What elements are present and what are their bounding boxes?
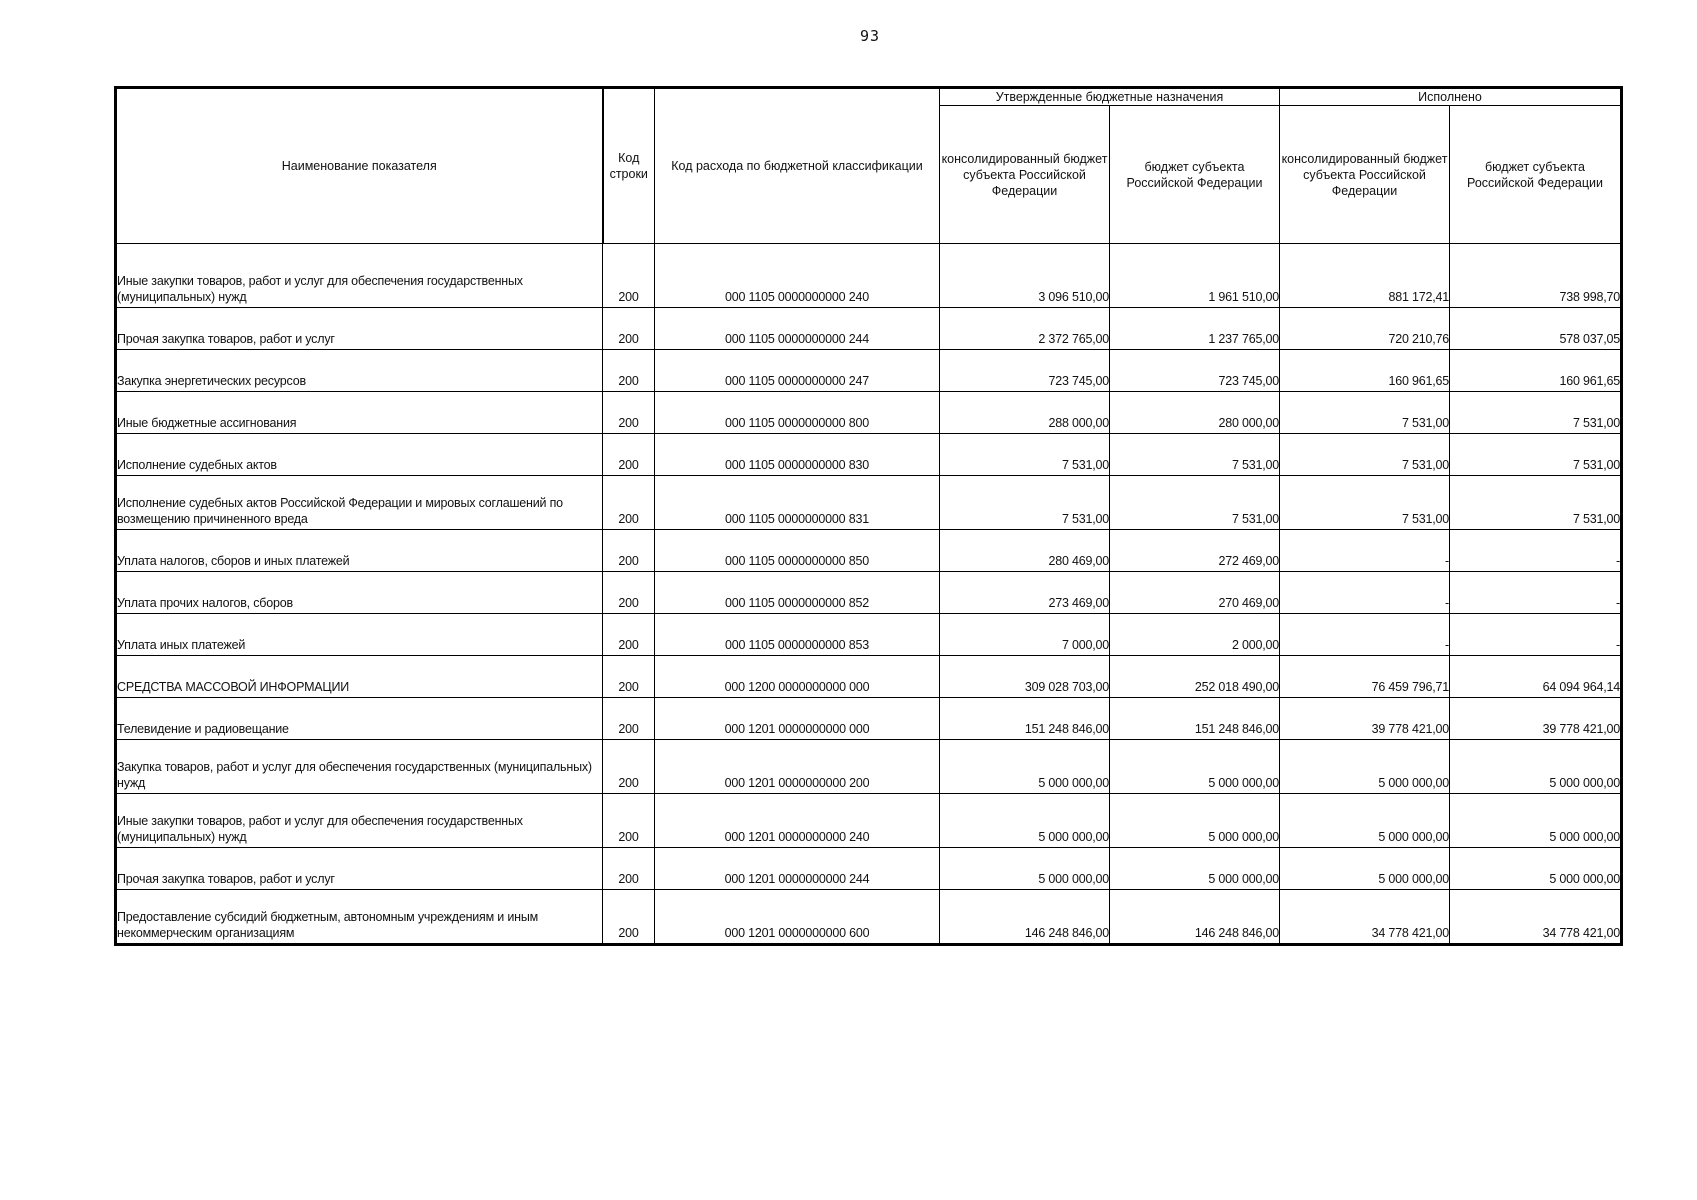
- row-name: Уплата налогов, сборов и иных платежей: [116, 530, 603, 572]
- row-line-code: 200: [603, 698, 655, 740]
- row-approved-consolidated: 309 028 703,00: [940, 656, 1110, 698]
- row-name: СРЕДСТВА МАССОВОЙ ИНФОРМАЦИИ: [116, 656, 603, 698]
- row-approved-subject: 270 469,00: [1110, 572, 1280, 614]
- row-executed-consolidated: 76 459 796,71: [1280, 656, 1450, 698]
- row-executed-subject: -: [1450, 530, 1622, 572]
- header-group-executed: Исполнено: [1280, 88, 1622, 106]
- table-row: [116, 740, 1622, 794]
- row-budget-code: 000 1201 0000000000 240: [655, 794, 940, 848]
- row-executed-consolidated: 5 000 000,00: [1280, 848, 1450, 890]
- row-budget-code: 000 1105 0000000000 850: [655, 530, 940, 572]
- row-budget-code: 000 1105 0000000000 800: [655, 392, 940, 434]
- row-name: Исполнение судебных актов: [116, 434, 603, 476]
- header-group-approved: Утвержденные бюджетные назначения: [940, 88, 1280, 106]
- row-executed-subject: 64 094 964,14: [1450, 656, 1622, 698]
- row-budget-code: 000 1105 0000000000 831: [655, 476, 940, 530]
- row-line-code: 200: [603, 350, 655, 392]
- row-line-code: 200: [603, 530, 655, 572]
- row-approved-subject: 5 000 000,00: [1110, 848, 1280, 890]
- row-budget-code: 000 1105 0000000000 240: [655, 244, 940, 308]
- row-name: Уплата иных платежей: [116, 614, 603, 656]
- table-body: [116, 244, 1622, 945]
- row-budget-code: 000 1105 0000000000 830: [655, 434, 940, 476]
- row-executed-consolidated: 5 000 000,00: [1280, 794, 1450, 848]
- row-executed-subject: 7 531,00: [1450, 392, 1622, 434]
- row-line-code: 200: [603, 572, 655, 614]
- table-row: [116, 392, 1622, 434]
- row-name: Уплата прочих налогов, сборов: [116, 572, 603, 614]
- row-executed-consolidated: 7 531,00: [1280, 434, 1450, 476]
- row-line-code: 200: [603, 794, 655, 848]
- row-approved-subject: 252 018 490,00: [1110, 656, 1280, 698]
- row-name: Телевидение и радиовещание: [116, 698, 603, 740]
- row-approved-subject: 1 237 765,00: [1110, 308, 1280, 350]
- row-executed-subject: -: [1450, 614, 1622, 656]
- row-executed-subject: 738 998,70: [1450, 244, 1622, 308]
- row-executed-subject: 5 000 000,00: [1450, 794, 1622, 848]
- row-executed-subject: -: [1450, 572, 1622, 614]
- row-approved-consolidated: 288 000,00: [940, 392, 1110, 434]
- row-budget-code: 000 1105 0000000000 244: [655, 308, 940, 350]
- row-line-code: 200: [603, 476, 655, 530]
- row-executed-subject: 7 531,00: [1450, 434, 1622, 476]
- row-name: Иные закупки товаров, работ и услуг для обеспечения государственных (муниципальных) нужд: [116, 244, 603, 308]
- row-approved-consolidated: 151 248 846,00: [940, 698, 1110, 740]
- table-header: [116, 88, 1622, 244]
- row-approved-consolidated: 5 000 000,00: [940, 740, 1110, 794]
- row-name: Предоставление субсидий бюджетным, автономным учреждениям и иным некоммерческим организациям: [116, 890, 603, 945]
- table-row: [116, 434, 1622, 476]
- row-executed-subject: 39 778 421,00: [1450, 698, 1622, 740]
- row-line-code: 200: [603, 740, 655, 794]
- row-name: Прочая закупка товаров, работ и услуг: [116, 308, 603, 350]
- row-budget-code: 000 1200 0000000000 000: [655, 656, 940, 698]
- row-executed-consolidated: -: [1280, 530, 1450, 572]
- row-executed-consolidated: -: [1280, 614, 1450, 656]
- header-executed-subject: бюджет субъекта Российской Федерации: [1450, 106, 1622, 244]
- row-executed-subject: 7 531,00: [1450, 476, 1622, 530]
- header-approved-consolidated: консолидированный бюджет субъекта Российской Федерации: [940, 106, 1110, 244]
- row-executed-consolidated: 881 172,41: [1280, 244, 1450, 308]
- row-approved-consolidated: 723 745,00: [940, 350, 1110, 392]
- row-budget-code: 000 1201 0000000000 244: [655, 848, 940, 890]
- row-name: Иные бюджетные ассигнования: [116, 392, 603, 434]
- row-approved-subject: 1 961 510,00: [1110, 244, 1280, 308]
- row-name: Исполнение судебных актов Российской Федерации и мировых соглашений по возмещению причиненного вреда: [116, 476, 603, 530]
- row-executed-consolidated: 160 961,65: [1280, 350, 1450, 392]
- row-approved-consolidated: 7 531,00: [940, 476, 1110, 530]
- table-row: [116, 530, 1622, 572]
- row-approved-subject: 146 248 846,00: [1110, 890, 1280, 945]
- row-approved-subject: 723 745,00: [1110, 350, 1280, 392]
- row-budget-code: 000 1105 0000000000 247: [655, 350, 940, 392]
- row-approved-consolidated: 5 000 000,00: [940, 848, 1110, 890]
- header-executed-consolidated: консолидированный бюджет субъекта Российской Федерации: [1280, 106, 1450, 244]
- row-executed-consolidated: 39 778 421,00: [1280, 698, 1450, 740]
- row-approved-subject: 272 469,00: [1110, 530, 1280, 572]
- row-budget-code: 000 1201 0000000000 000: [655, 698, 940, 740]
- row-approved-consolidated: 7 531,00: [940, 434, 1110, 476]
- row-executed-subject: 578 037,05: [1450, 308, 1622, 350]
- row-executed-consolidated: 7 531,00: [1280, 392, 1450, 434]
- header-budget-code: Код расхода по бюджетной классификации: [655, 88, 940, 244]
- row-line-code: 200: [603, 244, 655, 308]
- table-row: [116, 656, 1622, 698]
- row-line-code: 200: [603, 890, 655, 945]
- header-name: Наименование показателя: [116, 88, 603, 244]
- row-executed-consolidated: 5 000 000,00: [1280, 740, 1450, 794]
- row-line-code: 200: [603, 308, 655, 350]
- row-approved-consolidated: 2 372 765,00: [940, 308, 1110, 350]
- row-name: Закупка товаров, работ и услуг для обеспечения государственных (муниципальных) нужд: [116, 740, 603, 794]
- row-line-code: 200: [603, 656, 655, 698]
- row-approved-subject: 7 531,00: [1110, 476, 1280, 530]
- row-approved-consolidated: 146 248 846,00: [940, 890, 1110, 945]
- row-line-code: 200: [603, 392, 655, 434]
- row-executed-subject: 5 000 000,00: [1450, 740, 1622, 794]
- table-row: [116, 308, 1622, 350]
- row-budget-code: 000 1105 0000000000 853: [655, 614, 940, 656]
- row-approved-consolidated: 273 469,00: [940, 572, 1110, 614]
- row-executed-subject: 34 778 421,00: [1450, 890, 1622, 945]
- row-budget-code: 000 1105 0000000000 852: [655, 572, 940, 614]
- row-approved-consolidated: 5 000 000,00: [940, 794, 1110, 848]
- table-row: [116, 244, 1622, 308]
- row-approved-subject: 280 000,00: [1110, 392, 1280, 434]
- row-approved-subject: 5 000 000,00: [1110, 794, 1280, 848]
- table-row: [116, 614, 1622, 656]
- table-row: [116, 698, 1622, 740]
- table-row: [116, 476, 1622, 530]
- row-name: Закупка энергетических ресурсов: [116, 350, 603, 392]
- row-budget-code: 000 1201 0000000000 600: [655, 890, 940, 945]
- row-executed-consolidated: 720 210,76: [1280, 308, 1450, 350]
- table-row: [116, 848, 1622, 890]
- row-approved-consolidated: 280 469,00: [940, 530, 1110, 572]
- row-approved-subject: 7 531,00: [1110, 434, 1280, 476]
- row-line-code: 200: [603, 434, 655, 476]
- header-approved-subject: бюджет субъекта Российской Федерации: [1110, 106, 1280, 244]
- row-executed-consolidated: -: [1280, 572, 1450, 614]
- row-approved-subject: 151 248 846,00: [1110, 698, 1280, 740]
- row-executed-consolidated: 34 778 421,00: [1280, 890, 1450, 945]
- row-line-code: 200: [603, 848, 655, 890]
- row-approved-consolidated: 3 096 510,00: [940, 244, 1110, 308]
- table-row: [116, 350, 1622, 392]
- table-row: [116, 794, 1622, 848]
- row-approved-subject: 5 000 000,00: [1110, 740, 1280, 794]
- row-executed-consolidated: 7 531,00: [1280, 476, 1450, 530]
- row-name: Иные закупки товаров, работ и услуг для обеспечения государственных (муниципальных) нужд: [116, 794, 603, 848]
- row-line-code: 200: [603, 614, 655, 656]
- row-budget-code: 000 1201 0000000000 200: [655, 740, 940, 794]
- row-name: Прочая закупка товаров, работ и услуг: [116, 848, 603, 890]
- table-row: [116, 890, 1622, 945]
- budget-table: [114, 86, 1623, 946]
- table-row: [116, 572, 1622, 614]
- row-approved-subject: 2 000,00: [1110, 614, 1280, 656]
- page-number: 93: [859, 27, 881, 45]
- row-approved-consolidated: 7 000,00: [940, 614, 1110, 656]
- row-executed-subject: 5 000 000,00: [1450, 848, 1622, 890]
- row-executed-subject: 160 961,65: [1450, 350, 1622, 392]
- header-line-code: Код строки: [603, 88, 655, 244]
